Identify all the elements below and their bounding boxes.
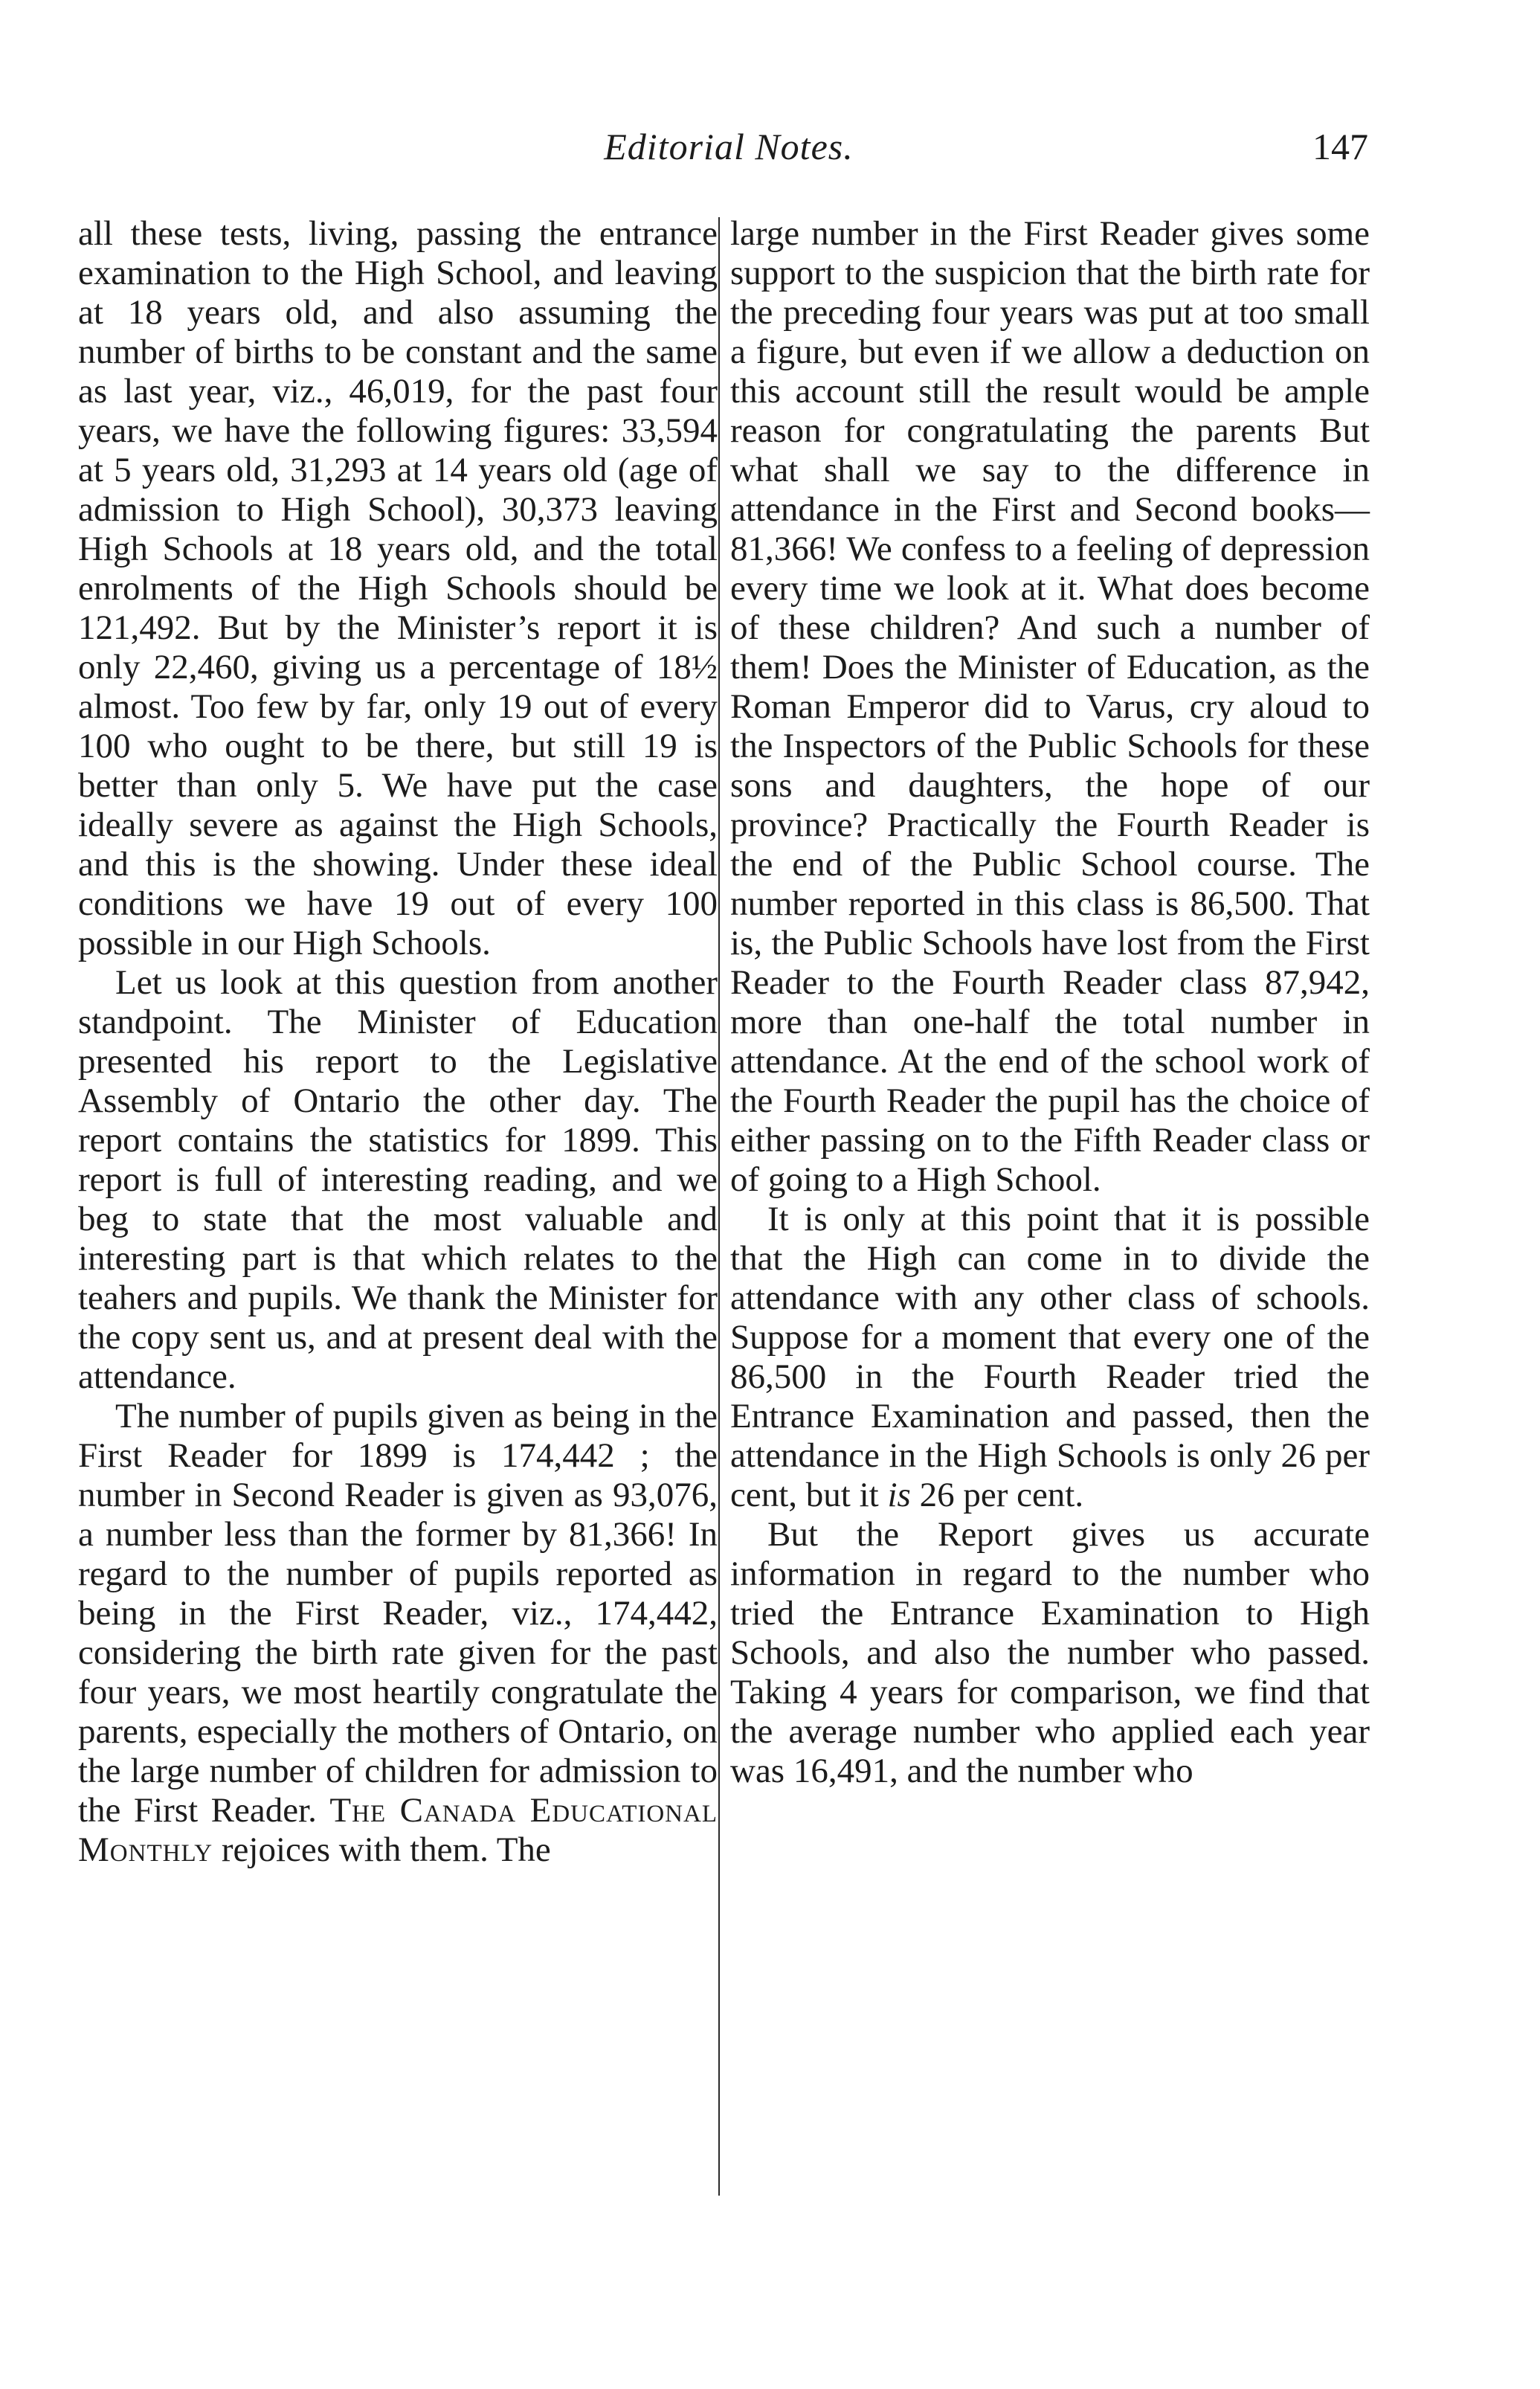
right-paragraph-3: But the Report gives us accurate information in regard to the number who tried the Entrance Examination to High Schools, and also the number who passed. Taking 4 years for comparison, we find that the average number who applied each year was 16,491, and the number who xyxy=(730,1515,1370,1790)
left-paragraph-3-tail: rejoices with them. The xyxy=(213,1830,551,1869)
left-paragraph-3 xyxy=(78,1397,718,1870)
emphasis-is: is xyxy=(887,1476,911,1514)
right-column xyxy=(730,214,1370,1791)
right-paragraph-2 xyxy=(730,1200,1370,1515)
magazine-name: The Canada Educational Monthly xyxy=(78,1791,718,1869)
right-paragraph-2-tail: 26 per cent. xyxy=(910,1476,1084,1514)
page-number: 147 xyxy=(1312,126,1368,167)
left-column xyxy=(78,214,718,1870)
right-paragraph-1: large number in the First Reader gives some support to the suspicion that the birth rate for the preceding four years was put at too small a figure, but even if we allow a deduction on this account still the result would be ample reason for congratulating the parents But what shall we say to the difference in attendance in the First and Second books—81,366! We confess to a feeling of depression every time we look at it. What does become of these children? And such a number of them! Does the Minister of Education, as the Roman Emperor did to Varus, cry aloud to the Inspectors of the Public Schools for these sons and daughters, the hope of our province? Practically the Fourth Reader is the end of the Public School course. The number reported in this class is 86,500. That is, the Public Schools have lost from the First Reader to the Fourth Reader class 87,942, more than one-half the total number in attendance. At the end of the school work of the Fourth Reader the pupil has the choice of either passing on to the Fifth Reader class or of going to a High School. xyxy=(730,214,1370,1199)
left-paragraph-2: Let us look at this question from another standpoint. The Minister of Education presented his report to the Legislative Assembly of Ontario the other day. The report contains the statistics for 1899. This report is full of interesting reading, and we beg to state that the most valuable and interesting part is that which relates to the teahers and pupils. We thank the Minister for the copy sent us, and at present deal with the attendance. xyxy=(78,963,718,1396)
running-title: Editorial Notes. xyxy=(604,126,854,167)
column-divider xyxy=(718,217,720,2196)
left-paragraph-1: all these tests, living, passing the entrance examination to the High School, and leaving at 18 years old, and also assuming the number of births to be constant and the same as last year, viz., 46,019, for the past four years, we have the following figures: 33,594 at 5 years old, 31,293 at 14 years old (age of admission to High School), 30,373 leaving High Schools at 18 years old, and the total enrolments of the High Schools should be 121,492. But by the Minister’s report it is only 22,460, giving us a percentage of 18½ almost. Too few by far, only 19 out of every 100 who ought to be there, but still 19 is better than only 5. We have put the case ideally severe as against the High Schools, and this is the showing. Under these ideal conditions we have 19 out of every 100 possible in our High Schools. xyxy=(78,214,718,962)
left-paragraph-3-text: The number of pupils given as being in the First Reader for 1899 is 174,442 ; the number in Second Reader is given as 93,076, a number less than the former by 81,366! In regard to the number of pupils reported as being in the First Reader, viz., 174,442, considering the birth rate given for the past four years, we most heartily congratulate the parents, especially the mothers of Ontario, on the large number of children for admission to the First Reader. xyxy=(78,1397,718,1830)
right-paragraph-2-text: It is only at this point that it is possible that the High can come in to divide the attendance with any other class of schools. Suppose for a moment that every one of the 86,500 in the Fourth Reader tried the Entrance Examination and passed, then the attendance in the High Schools is only 26 per cent, but it xyxy=(730,1200,1370,1514)
